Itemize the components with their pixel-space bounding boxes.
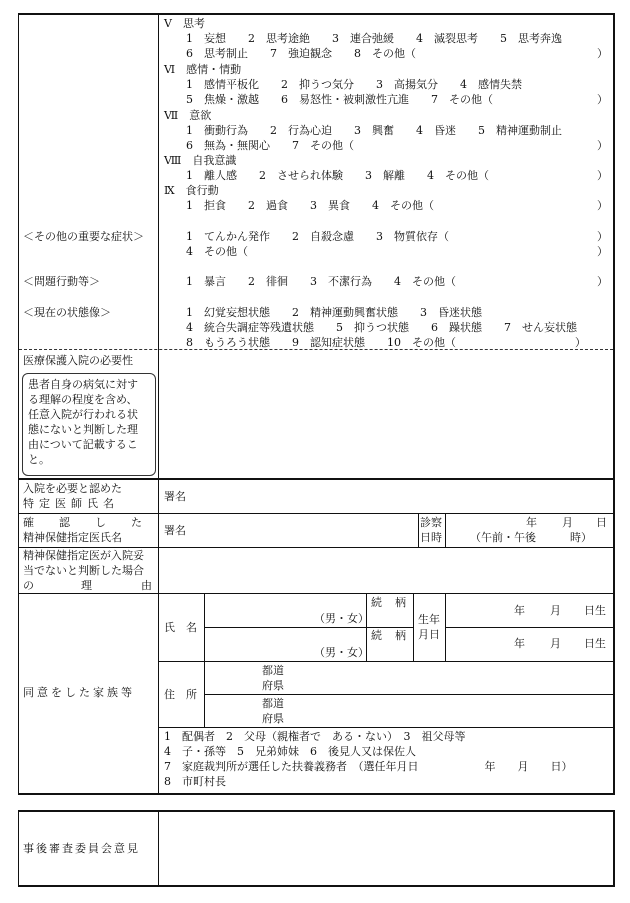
symptom-vi-title: Ⅵ 感情・情動 <box>164 63 242 76</box>
family-name-mid <box>204 627 413 628</box>
family-relation-right <box>413 594 414 662</box>
family-name-bottom <box>158 661 614 662</box>
family-address-label: 住 所 <box>164 688 197 701</box>
other-symptoms-line2: 4 その他（ <box>186 245 248 258</box>
symptom-v-line1: 1 妄想 2 思考途絶 3 連合弛緩 4 滅裂思考 5 思考奔逸 <box>186 32 562 45</box>
symptom-vi-close: ） <box>597 93 608 106</box>
symptom-vii-title: Ⅶ 意欲 <box>164 109 212 122</box>
family-address-col-divider <box>204 662 205 728</box>
confirm-exam-divider-right <box>445 514 446 548</box>
exam-label-1: 診察 <box>420 516 442 529</box>
family-address-bottom <box>158 727 614 728</box>
family-birth-year-2: 年 <box>514 637 525 650</box>
symptom-v-line2: 6 思考制止 7 強迫観念 8 その他（ <box>186 47 416 60</box>
family-address-field-1[interactable] <box>290 663 610 693</box>
family-pref-1a: 都道 <box>262 664 284 677</box>
committee-frame-top <box>18 810 615 812</box>
family-relation-label-1: 続 柄 <box>371 596 407 609</box>
family-birth-label-2: 月日 <box>418 628 440 641</box>
doctor-label-1: 入院を必要と認めた <box>23 482 122 495</box>
reason-label-3a: の <box>23 579 34 592</box>
family-pref-2b: 府県 <box>262 712 284 725</box>
confirm-sign-field[interactable] <box>190 516 415 546</box>
current-state-line3: 8 もうろう状態 9 認知症状態 10 その他（ <box>186 336 456 349</box>
committee-label: 事後審査委員会意見 <box>23 842 140 855</box>
doctor-sign-field[interactable] <box>190 482 610 512</box>
family-sex-1[interactable]: （男・女） <box>314 612 369 625</box>
other-symptoms-close1: ） <box>597 230 608 243</box>
family-relation-options-4: 8 市町村長 <box>164 775 226 788</box>
exam-hour: 時） <box>570 531 592 544</box>
problem-behavior-close: ） <box>597 275 608 288</box>
symptom-ix-close: ） <box>597 199 608 212</box>
confirm-sign-label: 署名 <box>164 524 186 537</box>
exam-label-2: 日時 <box>420 531 442 544</box>
exam-ampm: （午前・午後 <box>470 531 536 544</box>
exam-month: 月 <box>562 516 573 529</box>
committee-input-area[interactable] <box>160 813 612 884</box>
committee-divider <box>158 811 159 886</box>
family-relation-options-1: 1 配偶者 2 父母（親権者で ある・ない） 3 祖父母等 <box>164 730 466 743</box>
symptom-v-title: Ⅴ 思考 <box>164 17 205 30</box>
symptom-vii-close: ） <box>597 139 608 152</box>
symptom-ix-line1: 1 拒食 2 過食 3 異食 4 その他（ <box>186 199 434 212</box>
necessity-input-area[interactable] <box>159 351 613 478</box>
frame-right <box>613 13 615 794</box>
necessity-note-line: 任意入院が行われる状 <box>28 408 138 421</box>
family-birth-day-2: 日生 <box>584 637 606 650</box>
other-symptoms-line1: 1 てんかん発作 2 自殺念慮 3 物質依存（ <box>186 230 449 243</box>
symptom-vii-line1: 1 衝動行為 2 行為心迫 3 興奮 4 昏迷 5 精神運動制止 <box>186 124 562 137</box>
reason-label-2: 当でないと判断した場合 <box>23 564 144 577</box>
symptom-vi-line2: 5 焦燥・激越 6 易怒性・被刺激性亢進 7 その他（ <box>186 93 493 106</box>
exam-year: 年 <box>526 516 537 529</box>
family-address-mid <box>204 694 613 695</box>
current-state-label: ＜現在の状態像＞ <box>23 306 111 319</box>
committee-frame-left <box>18 810 19 887</box>
current-state-line2: 4 統合失調症等残遺状態 5 抑うつ状態 6 躁状態 7 せん妄状態 <box>186 321 577 334</box>
symptom-viii-title: Ⅷ 自我意識 <box>164 154 237 167</box>
symptom-viii-close: ） <box>597 169 608 182</box>
frame-left <box>18 13 19 794</box>
reason-row-bottom <box>18 593 614 594</box>
family-birth-year-1: 年 <box>514 604 525 617</box>
family-relation-options-2: 4 子・孫等 5 兄弟姉妹 6 後見人又は保佐人 <box>164 745 416 758</box>
family-sex-2[interactable]: （男・女） <box>314 646 369 659</box>
frame-bottom <box>18 793 615 795</box>
committee-frame-right <box>613 810 615 887</box>
family-pref-2a: 都道 <box>262 697 284 710</box>
family-relation-label-2: 続 柄 <box>371 629 407 642</box>
confirm-exam-divider-left <box>418 514 419 548</box>
exam-day: 日 <box>596 516 607 529</box>
family-birth-mid <box>445 627 613 628</box>
family-relation-field-1[interactable] <box>368 611 412 626</box>
doctor-row-bottom <box>18 513 614 514</box>
reason-label-3c: 由 <box>141 579 152 592</box>
family-birth-day-1: 日生 <box>584 604 606 617</box>
committee-frame-bottom <box>18 885 615 887</box>
doctor-row-divider <box>158 480 159 514</box>
frame-top <box>18 13 614 15</box>
necessity-note-line: る理解の程度を含め、 <box>28 393 138 406</box>
family-name-col-divider <box>204 594 205 662</box>
family-birth-right <box>445 594 446 662</box>
necessity-note-line: と。 <box>28 453 50 466</box>
problem-behavior-label: ＜問題行動等＞ <box>23 275 100 288</box>
necessity-title: 医療保護入院の必要性 <box>23 354 133 367</box>
necessity-note-line: 患者自身の病気に対す <box>28 378 138 391</box>
family-address-field-2[interactable] <box>290 696 610 726</box>
doctor-sign-label: 署名 <box>164 490 186 503</box>
symptom-viii-line1: 1 離人感 2 させられ体験 3 解離 4 その他（ <box>186 169 489 182</box>
family-relation-field-2[interactable] <box>368 644 412 659</box>
current-state-line1: 1 幻覚妄想状態 2 精神運動興奮状態 3 昏迷状態 <box>186 306 482 319</box>
family-pref-1b: 府県 <box>262 679 284 692</box>
family-birth-label-1: 生年 <box>418 613 440 626</box>
symptom-vi-line1: 1 感情平板化 2 抑うつ気分 3 高揚気分 4 感情失禁 <box>186 78 522 91</box>
other-symptoms-close2: ） <box>597 245 608 258</box>
family-label: 同意をした家族等 <box>23 686 135 699</box>
family-birth-month-1: 月 <box>550 604 561 617</box>
necessity-bottom-rule <box>18 478 615 480</box>
symptom-v-close: ） <box>597 47 608 60</box>
confirm-row-divider <box>158 514 159 548</box>
confirm-row-bottom <box>18 547 614 548</box>
symptom-ix-title: Ⅸ 食行動 <box>164 184 219 197</box>
current-state-close: ） <box>575 336 586 349</box>
reason-input-area[interactable] <box>159 549 613 593</box>
family-name-label: 氏 名 <box>164 621 197 634</box>
family-relation-options-3: 7 家庭裁判所が選任した扶養義務者 （選任年月日 年 月 日） <box>164 760 573 773</box>
confirm-label-2: 精神保健指定医氏名 <box>23 531 122 544</box>
doctor-label-2: 特定医師氏名 <box>23 497 119 510</box>
symptom-vii-line2: 6 無為・無関心 7 その他（ <box>186 139 354 152</box>
necessity-note-line: 由について記載するこ <box>28 438 138 451</box>
problem-behavior-line1: 1 暴言 2 徘徊 3 不潔行為 4 その他（ <box>186 275 456 288</box>
symptoms-dashed-separator <box>19 349 613 350</box>
family-name-field-2[interactable] <box>206 629 306 659</box>
reason-label-3b: 理 <box>81 579 92 592</box>
necessity-note-line: 態にないと判断した理 <box>28 423 138 436</box>
confirm-label-1: 確 認 し た <box>23 516 149 529</box>
other-symptoms-label: ＜その他の重要な症状＞ <box>23 230 144 243</box>
reason-label-1: 精神保健指定医が入院妥 <box>23 549 144 562</box>
family-name-field-1[interactable] <box>206 596 306 626</box>
family-divider <box>158 594 159 794</box>
family-birth-month-2: 月 <box>550 637 561 650</box>
